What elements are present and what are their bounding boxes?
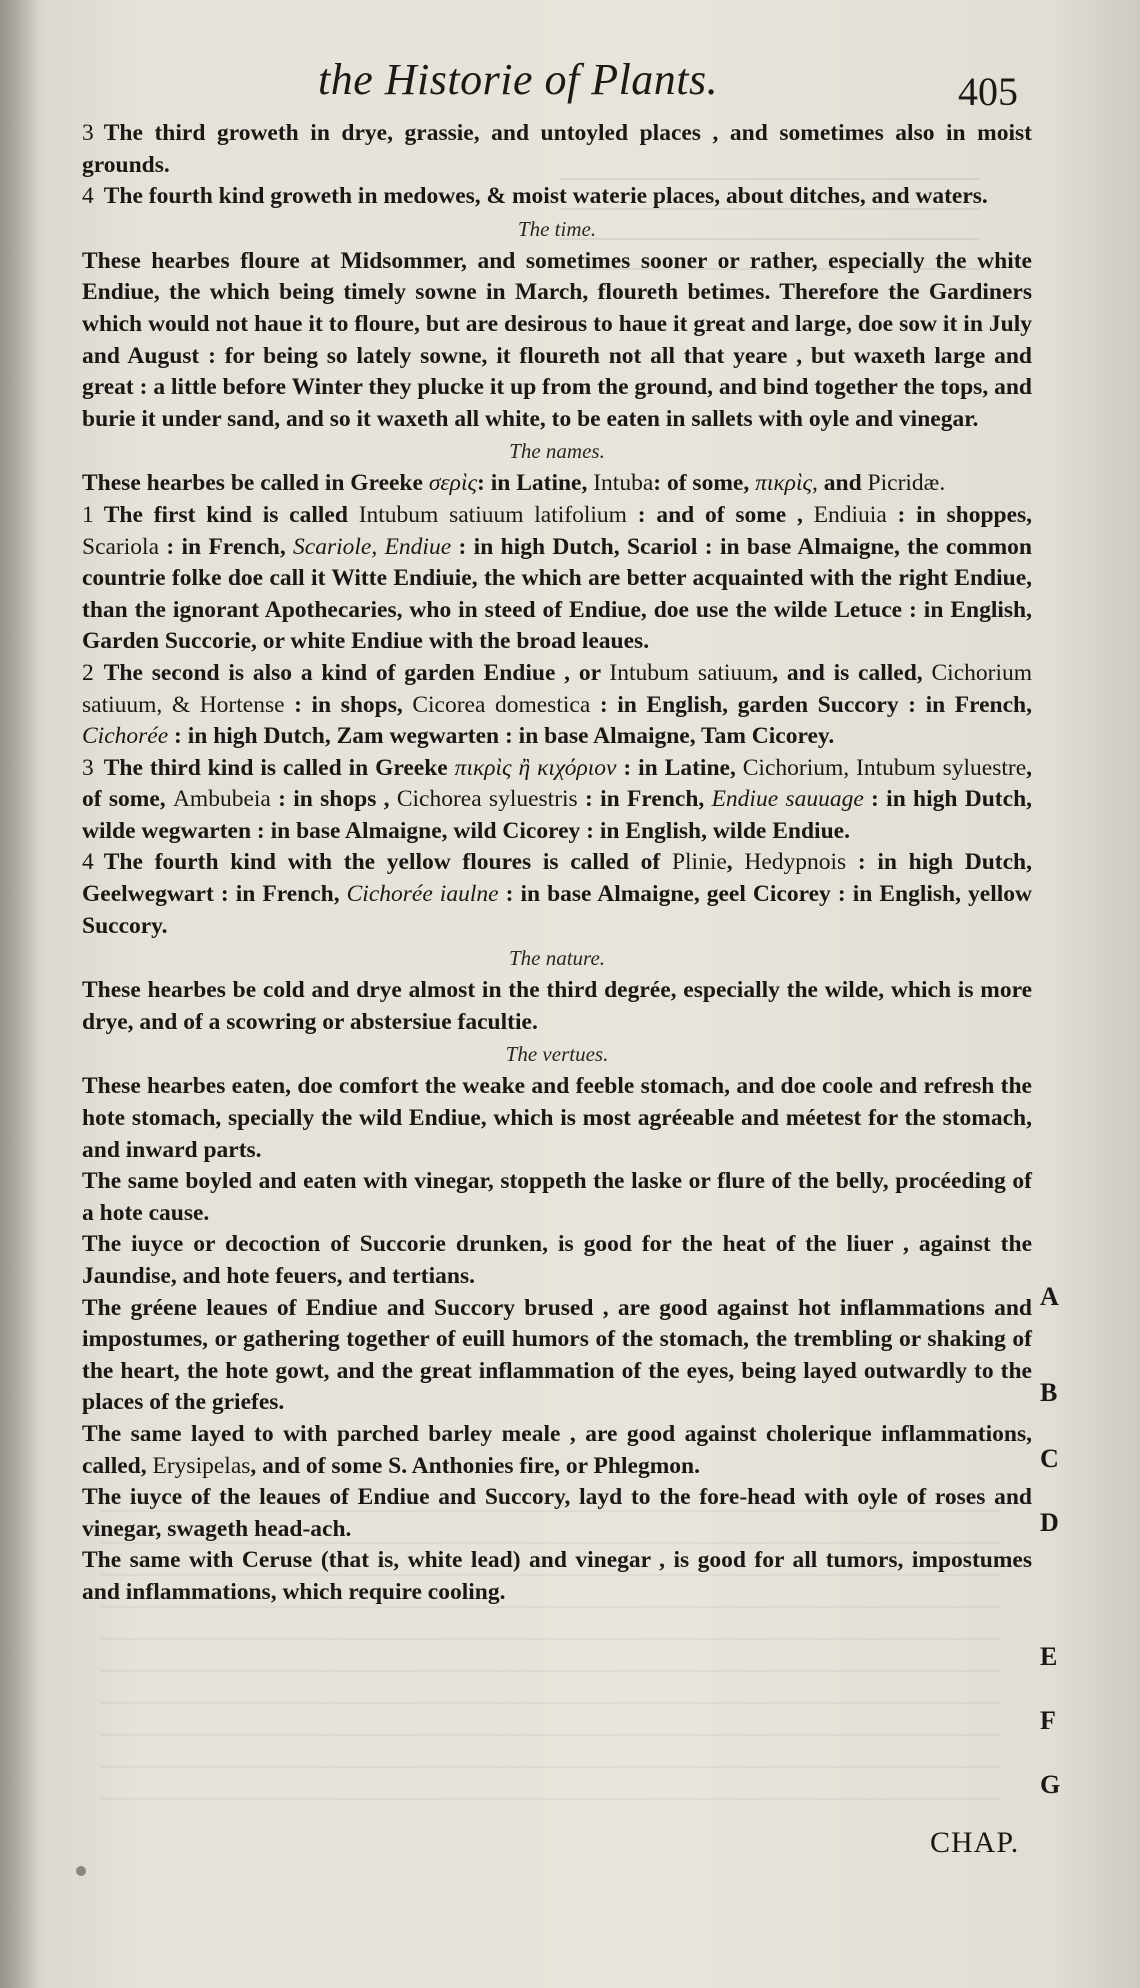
text-run: , and of some S. Anthonies fire, or Phlegmon. <box>250 1452 700 1479</box>
running-title: the Historie of Plants. <box>318 55 719 104</box>
text-run: The same layed to with parched barley meale , are good against cholerique inflammations, called, <box>82 1420 1032 1479</box>
latin-term: Plinie <box>671 849 727 876</box>
paragraph-text: The same boyled and eaten with vinegar, stoppeth the laske or flure of the belly, procéeding of a hote cause. <box>82 1168 1032 1226</box>
text-run: : in English, garden Succory : in French, <box>599 691 1032 718</box>
latin-term: Ambubeia <box>172 786 271 813</box>
paragraph-text: The iuyce of the leaues of Endiue and Succory, layd to the fore-head with oyle of roses and vinegar, swageth head-ach. <box>82 1484 1032 1542</box>
section-heading-time: The time. <box>517 216 597 241</box>
text-run: , <box>726 849 733 876</box>
item-number: 3 <box>82 754 94 781</box>
vertue-d <box>82 1293 1032 1419</box>
text-run: The first kind is called <box>103 501 348 528</box>
text-run: : in high Dutch, Geelwegwart : in French, <box>82 849 1033 908</box>
latin-term: Erysipelas <box>152 1452 251 1479</box>
item-number: 1 <box>82 501 94 528</box>
margin-letter-b: B <box>1040 1378 1058 1407</box>
text-run: The second is also a kind of garden Endiue , or <box>103 659 601 686</box>
greek-term: πικρὶς ἢ κιχόριον <box>454 754 617 781</box>
text-run: : in shops , <box>278 786 390 813</box>
text-run: : in high Dutch, Zam wegwarten : in base Almaigne, Tam Cicorey. <box>174 723 835 750</box>
latin-term: Intuba <box>593 470 654 497</box>
text-run: : in shoppes, <box>897 501 1033 528</box>
gutter-shadow <box>0 0 40 1988</box>
margin-letter-d: D <box>1040 1508 1059 1537</box>
latin-term: Hedypnois <box>744 849 847 876</box>
text-run: The fourth kind with the yellow floures is called of <box>103 849 661 876</box>
paragraph-kind-3 <box>82 118 1032 181</box>
latin-term: Cichorium satiuum, & Hortense <box>82 659 1033 718</box>
paragraph-name-2 <box>82 658 1032 753</box>
text-run: : and of some , <box>637 501 803 528</box>
text-run: The third kind is called in Greeke <box>103 754 448 781</box>
latin-term: Endiuia <box>813 501 887 528</box>
paragraph-text: These hearbes eaten, doe comfort the weake and feeble stomach, and doe coole and refresh the hote stomach, specially the wild Endiue, which is most agréeable and méetest for the stomach, and inward parts. <box>82 1073 1032 1163</box>
margin-letter-c: C <box>1040 1444 1059 1473</box>
paragraph-text: The iuyce or decoction of Succorie drunken, is good for the heat of the liuer , against the Jaundise, and hote feuers, and tertians. <box>82 1231 1032 1289</box>
text-run: : in base Almaigne, geel Cicorey : in English, yellow Succory. <box>82 881 1032 939</box>
section-heading-nature: The nature. <box>508 946 606 971</box>
margin-letter-g: G <box>1040 1770 1061 1799</box>
text-run: : in high Dutch, Scariol : in base Almaigne, the common countrie folke doe call it Witte Endiuie, the which are better acquainted with the right Endiue, than the ignorant Apothecaries, who in steed of Endiue, doe use the wilde Letuce : in English, Garden Succorie, or white Endiue with the broad leaues. <box>82 533 1032 655</box>
item-number: 4 <box>82 849 94 876</box>
paragraph-nature <box>82 975 1032 1038</box>
paragraph-kind-4 <box>82 181 1032 213</box>
text-run: : of some, <box>653 470 750 497</box>
latin-term: Scariola <box>82 533 159 560</box>
text-run: : in shops, <box>294 691 403 718</box>
paragraph-time <box>82 246 1032 436</box>
vertue-g <box>82 1545 1032 1608</box>
text-run: : in French, <box>585 786 705 813</box>
greek-term: σερὶς <box>428 470 478 497</box>
item-number: 2 <box>82 659 94 686</box>
paragraph-text: These hearbes be cold and drye almost in the third degrée, especially the wilde, which is more drye, and of a scowring or abstersiue facultie. <box>82 977 1032 1035</box>
paragraph-name-4 <box>82 847 1032 942</box>
item-number: 3 <box>82 120 94 146</box>
french-term: Scariole, Endiue <box>293 533 452 560</box>
text-run: and <box>823 470 862 497</box>
vertue-c <box>82 1229 1032 1292</box>
paragraph-text: The fourth kind groweth in medowes, & moist waterie places, about ditches, and waters. <box>103 183 988 210</box>
text-run: : in French, <box>166 533 286 560</box>
margin-letter-e: E <box>1040 1642 1058 1671</box>
text-run: : in Latine, <box>477 470 588 497</box>
catchword: CHAP. <box>930 1826 1020 1859</box>
greek-term: πικρὶς, <box>755 470 818 497</box>
margin-letter-f: F <box>1040 1706 1056 1735</box>
section-heading-names: The names. <box>509 439 605 464</box>
latin-term: Picridæ. <box>867 470 946 497</box>
text-run: : in Latine, <box>623 754 736 781</box>
running-head <box>0 48 1140 114</box>
margin-letter-a: A <box>1040 1282 1059 1311</box>
latin-term: Intubum satiuum latifolium <box>358 501 627 528</box>
section-heading-vertues: The vertues. <box>505 1042 609 1067</box>
paragraph-text: These hearbes floure at Midsommer, and sometimes sooner or rather, especially the white Endiue, the which being timely sowne in March, floureth betimes. Therefore the Gardiners which would not haue it to floure, but are desirous to haue it great and large, doe sow it in July and August : for being so lately sowne, it floureth not all that yeare , but waxeth large and great : a little before Winter they plucke it up from the ground, and bind together the tops, and burie it under sand, and so it waxeth all white, to be eaten in sallets with oyle and vinegar. <box>82 247 1032 432</box>
paragraph-text: The third groweth in drye, grassie, and untoyled places , and sometimes also in moist grounds. <box>82 120 1032 178</box>
main-text <box>82 118 1032 1609</box>
latin-term: Cichorea syluestris <box>396 786 578 813</box>
french-term: Endiue sauuage <box>711 786 864 813</box>
latin-term: Cicorea domestica <box>412 691 591 718</box>
french-term: Cichorée <box>82 723 169 750</box>
paragraph-text: The gréene leaues of Endiue and Succory brused , are good against hot inflammations and impostumes, or gathering together of euill humors of the stomach, the trembling or shaking of the heart, the hote gowt, and the great inflammation of the eyes, being layed outwardly to the places of the griefes. <box>82 1294 1032 1416</box>
latin-term: Cichorium, Intubum syluestre <box>742 754 1027 781</box>
paragraph-name-1 <box>82 500 1032 658</box>
vertue-b <box>82 1166 1032 1229</box>
vertue-a <box>82 1071 1032 1166</box>
vertue-e <box>82 1419 1032 1482</box>
vertue-f <box>82 1482 1032 1545</box>
paper-speck <box>76 1866 86 1876</box>
text-run: These hearbes be called in Greeke <box>82 470 423 497</box>
page-number: 405 <box>958 69 1018 114</box>
french-term: Cichorée iaulne <box>346 881 499 908</box>
paragraph-names <box>82 468 1032 500</box>
paragraph-text: The same with Ceruse (that is, white lead) and vinegar , is good for all tumors, impostumes and inflammations, which require cooling. <box>82 1547 1032 1605</box>
text-run: : in high Dutch, wilde wegwarten : in base Almaigne, wild Cicorey : in English, wilde Endiue. <box>82 786 1033 844</box>
item-number: 4 <box>82 183 94 210</box>
latin-term: Intubum satiuum <box>609 659 773 686</box>
paragraph-name-3 <box>82 753 1032 848</box>
text-run: , of some, <box>82 754 1033 813</box>
text-run: , and is called, <box>772 659 923 686</box>
